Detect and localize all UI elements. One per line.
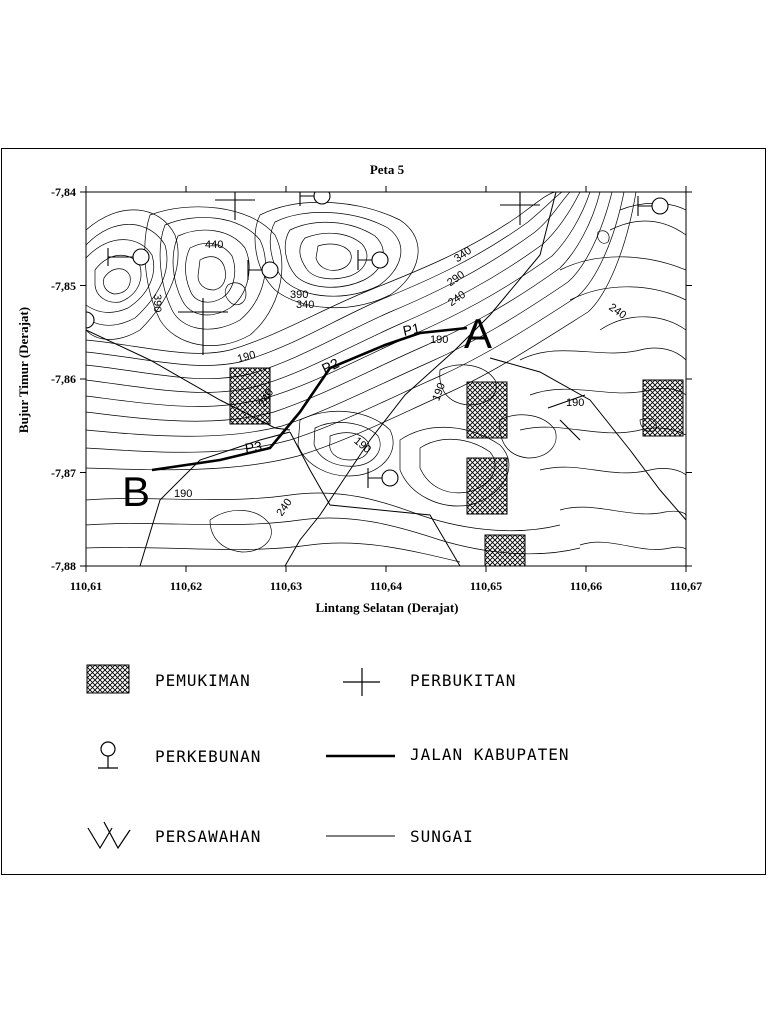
cross-icon [343,668,380,696]
x-tick-label: 110,64 [369,579,403,593]
crosshatch-icon [87,665,129,693]
legend-label: JALAN KABUPATEN [410,745,570,764]
x-tick-label: 110,62 [169,579,203,593]
x-tick-label: 110,66 [569,579,603,593]
y-tick-label: -7,84 [51,185,76,199]
point-label-a: A [464,310,493,357]
tree-symbol-icon [300,188,330,206]
y-tick-label: -7,87 [51,466,76,480]
legend-label: PEMUKIMAN [155,671,251,690]
settlement-block [643,380,683,436]
settlement-blocks [230,368,683,566]
legend [87,665,570,848]
profile-label-p1: P1 [401,319,422,339]
legend-item-perbukitan [343,668,516,696]
cross-icon [500,192,540,225]
y-axis-label: Bujur Timur (Derajat) [16,306,31,434]
contour-label-190: 190 [566,397,585,409]
x-tick-labels [70,579,702,593]
contour-label-190: 190 [351,435,374,457]
settlement-block [467,382,507,438]
tree-symbol-icon [358,250,388,270]
contour-label-190: 190 [236,349,257,366]
x-tick-label: 110,61 [69,579,103,593]
contour-label-340: 340 [296,299,315,311]
contour-label-390: 390 [151,294,163,313]
river-lines [86,192,686,566]
hill-center-west [145,207,282,346]
x-tick-label: 110,63 [269,579,303,593]
legend-label: PERBUKITAN [410,671,517,690]
y-tick-labels [51,185,76,573]
y-tick-label: -7,86 [51,372,76,386]
map-title: Peta 5 [369,162,405,177]
y-tick-label: -7,85 [51,279,76,293]
profile-label-p3: P3 [243,438,264,457]
contour-label-340: 340 [452,244,475,266]
hill-west [86,210,178,340]
plot-border [86,192,686,566]
legend-item-pemukiman [87,665,251,693]
tree-symbol-icon [108,248,149,266]
tree-symbol-icon [248,260,278,280]
legend-item-sungai [326,827,474,846]
contour-east [520,203,686,550]
contour-label-240: 240 [446,288,469,310]
settlement-block [467,458,507,514]
contour-label-190: 190 [430,334,449,346]
tick-marks [80,186,692,572]
paddy-symbol-icon [88,822,130,848]
contour-label-440: 440 [205,239,224,251]
contour-label-240: 240 [256,387,277,410]
river-link [290,432,460,566]
y-tick-label: -7,88 [51,559,76,573]
legend-item-perkebunan [98,742,261,768]
legend-item-persawahan [88,822,261,848]
x-tick-label: 110,67 [669,579,703,593]
river-main [285,192,556,566]
tree-symbol-icon [98,742,118,768]
contour-label-240: 240 [606,301,629,322]
contour-lines [86,192,686,562]
contour-label-290: 290 [445,268,468,290]
cross-icon [215,192,255,220]
cross-icon [178,298,228,355]
x-axis-label: Lintang Selatan (Derajat) [315,600,459,615]
plantation-symbols [78,188,668,488]
contour-label-190: 190 [174,488,193,500]
contour-label-390: 390 [290,289,309,301]
contour-label-240: 240 [274,496,295,519]
x-tick-label: 110,65 [469,579,503,593]
legend-label: PERSAWAHAN [155,827,262,846]
legend-label: PERKEBUNAN [155,747,262,766]
profile-label-p2: P2 [319,354,342,377]
settlement-block [485,535,525,566]
point-label-b: B [122,468,151,515]
contour-label-190: 190 [430,381,449,403]
legend-label: SUNGAI [410,827,474,846]
hill-center [255,202,418,307]
tree-symbol-icon [638,196,668,216]
legend-item-jalan-kabupaten [326,745,570,764]
